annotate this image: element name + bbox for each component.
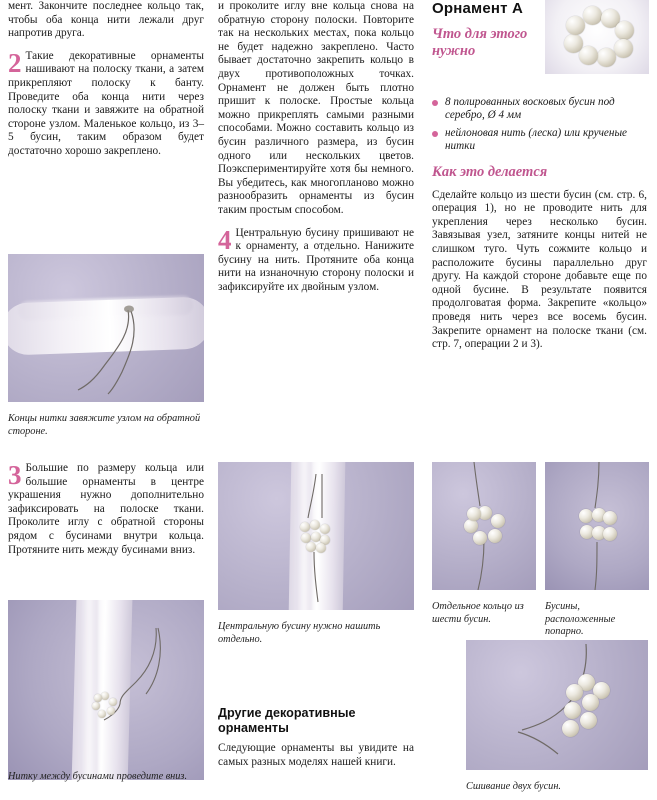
step-number-2: 2 (8, 47, 22, 78)
photo-ring-of-six-beads (432, 462, 536, 590)
step-3 (8, 462, 204, 557)
photo-fabric-strip-knot (8, 254, 204, 402)
bead-ring-small (92, 692, 118, 718)
other-ornaments-block (218, 706, 414, 778)
photo-fabric-strip-ring (8, 600, 204, 780)
heading-what-you-need: Что для этого нужно (432, 26, 528, 59)
photo-bead-ring-top (545, 0, 649, 74)
bead-ring-six (464, 506, 508, 546)
step-4 (218, 224, 414, 295)
step-3-block (8, 462, 204, 566)
caption-center-bead: Центральную бусину нужно нашить отдельно. (218, 621, 381, 645)
heading-other-ornaments: Другие декоративные орнаменты (218, 706, 356, 735)
step-number-3: 3 (8, 460, 22, 490)
step-number-4: 4 (218, 224, 232, 255)
caption-ring-six: Отдельное кольцо из шести бусин. (432, 601, 524, 625)
photo-beads-in-pairs (545, 462, 649, 590)
column-middle (218, 0, 414, 303)
other-ornaments-text: Следующие орнаменты вы увидите на самых разных моделях нашей книги. (218, 742, 414, 768)
step-2-text: Такие декоративные орнаменты нашивают на полоску ткани, а затем прикрепляют полоску к банту. Проведите оба конца нити через полоску ткани и завяжите на обратной стороне узлом. Маленькое кольцо, из 3–5 бусин, таким образом будет достаточно хорошо закреплено. (8, 49, 204, 157)
materials-list (432, 96, 647, 154)
how-to-text: Сделайте кольцо из шести бусин (см. стр. 6, операция 1), но не проводите нить для укрепления через несколько бусин. Завязывая узел, затяните концы нитей не слишком туго. Чуть сожмите кольцо и расположите бусины параллельно друг другу. На каждой стороне добавьте еще по одной бусине. В результате появится продолговатая форма. Закрепите «кольцо» проведя нить через все восемь бусин. Закрепите орнамент на полоске ткани (см. стр. 7, операции 2 и 3). (432, 188, 647, 351)
thread-overlay (8, 254, 204, 402)
step-4-text: Центральную бусину пришивают не к орнаменту, а отдельно. Нанижите бусину на нить. Протяните оба конца нити на изнаночную сторону полоски и зафиксируйте их двойным узлом. (218, 226, 414, 293)
heading-how-to: Как это делается (432, 163, 548, 180)
ornament-title: Орнамент А (432, 0, 524, 17)
bead-pairs (579, 508, 617, 544)
bead-cluster-center (298, 520, 332, 552)
caption-knot: Концы нитки завяжите узлом на обратной стороне. (8, 413, 201, 437)
step-2 (8, 47, 204, 159)
materials-block (432, 96, 647, 361)
caption-pairs: Бусины, расположенные попарно. (545, 601, 616, 638)
caption-thread-down: Нитку между бусинами проведите вниз. (8, 771, 188, 782)
material-item: 8 полированных восковых бусин под серебро, Ø 4 мм (432, 96, 647, 123)
photo-center-bead-sewn (218, 462, 414, 610)
column2-paragraph-1: и проколите иглу вне кольца снова на обратную сторону полоски. Повторите так на нескольких местах, пока кольцо не будет надежно закреплено. Часто бывает достаточно закрепить кольцо в двух противоположных точках. Орнамент не должен быть плотно пришит к полоске. Простые кольца можно прикреплять самыми разными способами. Можно составить кольцо из бусин различного размера, из бусин одного или нескольких цветов. Поэкспериментируйте хотя бы немного. Вы убедитесь, как многопланово можно разнообразить орнаменты из бусин таким простым способом. (218, 0, 414, 216)
intro-paragraph: мент. Закончите последнее кольцо так, чтобы оба конца нити лежали друг напротив друга. (8, 0, 204, 40)
bead-group-sewing (554, 674, 614, 738)
column-left (8, 0, 204, 168)
material-item: нейлоновая нить (леска) или крученые нитки (432, 127, 647, 154)
column-right-head (432, 0, 562, 68)
photo-sewing-two-beads (466, 640, 648, 770)
caption-sewing: Сшивание двух бусин. (466, 781, 562, 792)
step-3-text: Большие по размеру кольца или большие орнаменты в центре украшения нужно дополнительно зафиксировать на полоске ткани. Проколите иглу с обратной стороны рядом с бусинами внутри кольца. Протяните нить между бусинами вниз. (8, 462, 204, 556)
bead-ring-top (559, 6, 637, 68)
thread-overlay-2 (8, 600, 204, 780)
caption-block-1 (8, 408, 204, 438)
